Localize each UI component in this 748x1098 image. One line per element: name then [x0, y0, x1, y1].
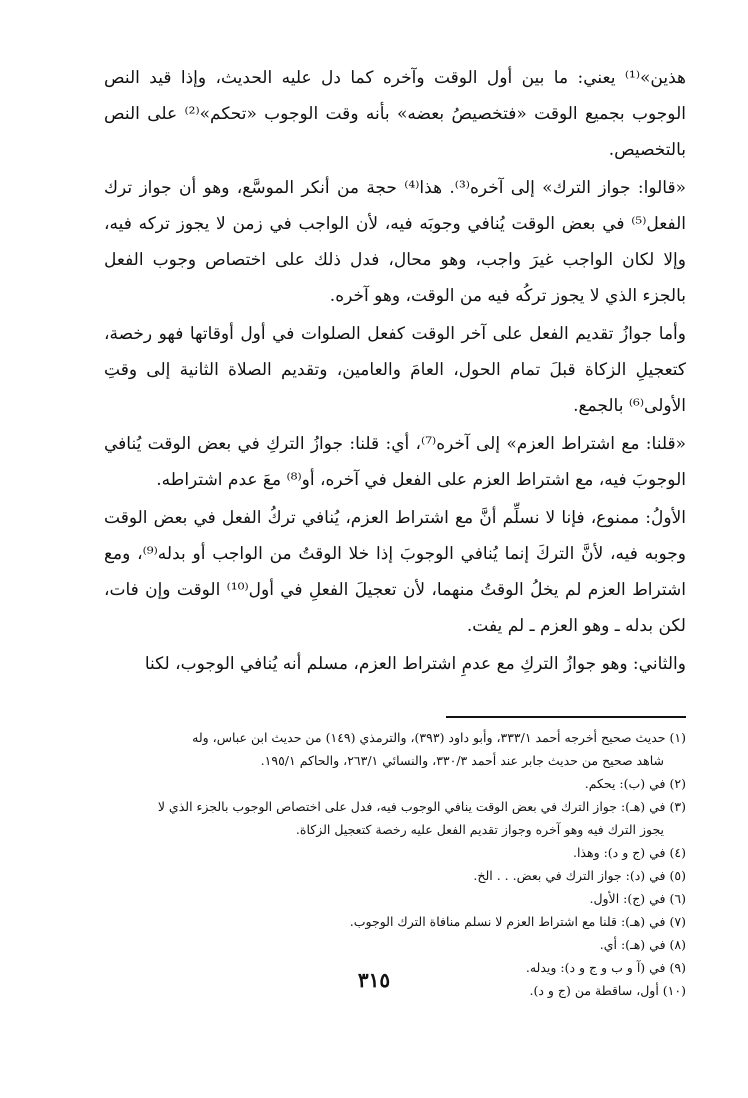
footnote-1-continued: شاهد صحيح من حديث جابر عند أحمد ٣٣٠/٣، والنسائي ٢٦٣/١، والحاكم ١٩٥/١. — [260, 753, 664, 768]
footnote-divider — [446, 716, 686, 718]
footnote-6: (٦) في (ج): الأول. — [589, 891, 686, 906]
footnote-2: (٢) في (ب): يحكم. — [584, 776, 686, 791]
page-number: ٣١٥ — [357, 968, 391, 992]
footnote-4: (٤) في (ج و د): وهذا. — [572, 845, 686, 860]
footnote-1: (١) حديث صحيح أخرجه أحمد ٣٣٣/١، وأبو داود (٣٩٣)، والترمذي (١٤٩) من حديث ابن عباس، وله — [192, 730, 686, 745]
footnote-8: (٨) في (هـ): أي. — [599, 937, 686, 952]
paragraph-5: الأولُ: ممنوع، فإنا لا نسلِّم أنَّ مع اشتراط العزم، يُنافي تركُ الفعل في بعض الوقت وجوبه فيه، لأنَّ التركَ إنما يُنافي الوجوبَ إذا خلا الوقتُ من الواجب أو بدله⁽⁹⁾، ومع اشتراط العزم لم يخلُ الوقتُ منهما، لأن تعجيلَ الفعلِ في أول⁽¹⁰⁾ الوقت وإن فات، لكن بدله ـ وهو العزم ـ لم يفت. — [104, 508, 686, 636]
footnote-5: (٥) في (د): جواز الترك في بعض. . . الخ. — [473, 868, 686, 883]
paragraph-4: «قلنا: مع اشتراط العزم» إلى آخره⁽⁷⁾، أي: قلنا: جوازُ التركِ في بعض الوقت يُنافي الوجوبَ فيه، مع اشتراط العزم على الفعل في آخره، أو⁽⁸⁾ معَ عدم اشتراطه. — [104, 434, 686, 490]
footnote-3-continued: يجوز الترك فيه وهو آخره وجواز تقديم الفعل عليه رخصة كتعجيل الزكاة. — [295, 822, 664, 837]
footnote-9: (٩) في (آ و ب و ج و د): ويدله. — [525, 960, 686, 975]
main-text — [104, 60, 686, 682]
footnote-3: (٣) في (هـ): جواز الترك في بعض الوقت ينافي الوجوب فيه، فدل على اختصاص الوجوب بالجزء الذي لا — [157, 799, 686, 814]
footnote-7: (٧) في (هـ): قلنا مع اشتراط العزم لا نسلم منافاة الترك الوجوب. — [349, 914, 686, 929]
paragraph-2: «قالوا: جواز الترك» إلى آخره⁽³⁾. هذا⁽⁴⁾ حجة من أنكر الموسَّع، وهو أن جواز ترك الفعل⁽⁵⁾ في بعض الوقت يُنافي وجوبَه فيه، لأن الواجب في زمن لا يجوز تركه فيه، وإلا لكان الواجب غيرَ واجب، وهو محال، فدل ذلك على اختصاص وجوب الفعل بالجزء الذي لا يجوز تركُه فيه من الوقت، وهو آخره. — [104, 178, 686, 306]
paragraph-3: وأما جوازُ تقديم الفعل على آخر الوقت كفعل الصلوات في أول أوقاتها فهو رخصة، كتعجيلِ الزكاة قبلَ تمام الحول، العامَ والعامين، وتقديم الصلاة الثانية إلى وقتِ الأولى⁽⁶⁾ بالجمع. — [104, 324, 686, 416]
paragraph-6: والثاني: وهو جوازُ التركِ مع عدمِ اشتراط العزم، مسلم أنه يُنافي الوجوب، لكنا — [144, 654, 686, 674]
paragraph-1: هذين»⁽¹⁾ يعني: ما بين أول الوقت وآخره كما دل عليه الحديث، وإذا قيد النص الوجوب بجميع الوقت «فتخصيصُ بعضه» بأنه وقت الوجوب «تحكم»⁽²⁾ على النص بالتخصيص. — [104, 68, 686, 160]
footnote-10: (١٠) أول، ساقطة من (ج و د). — [529, 983, 686, 998]
footnotes — [104, 726, 686, 1002]
